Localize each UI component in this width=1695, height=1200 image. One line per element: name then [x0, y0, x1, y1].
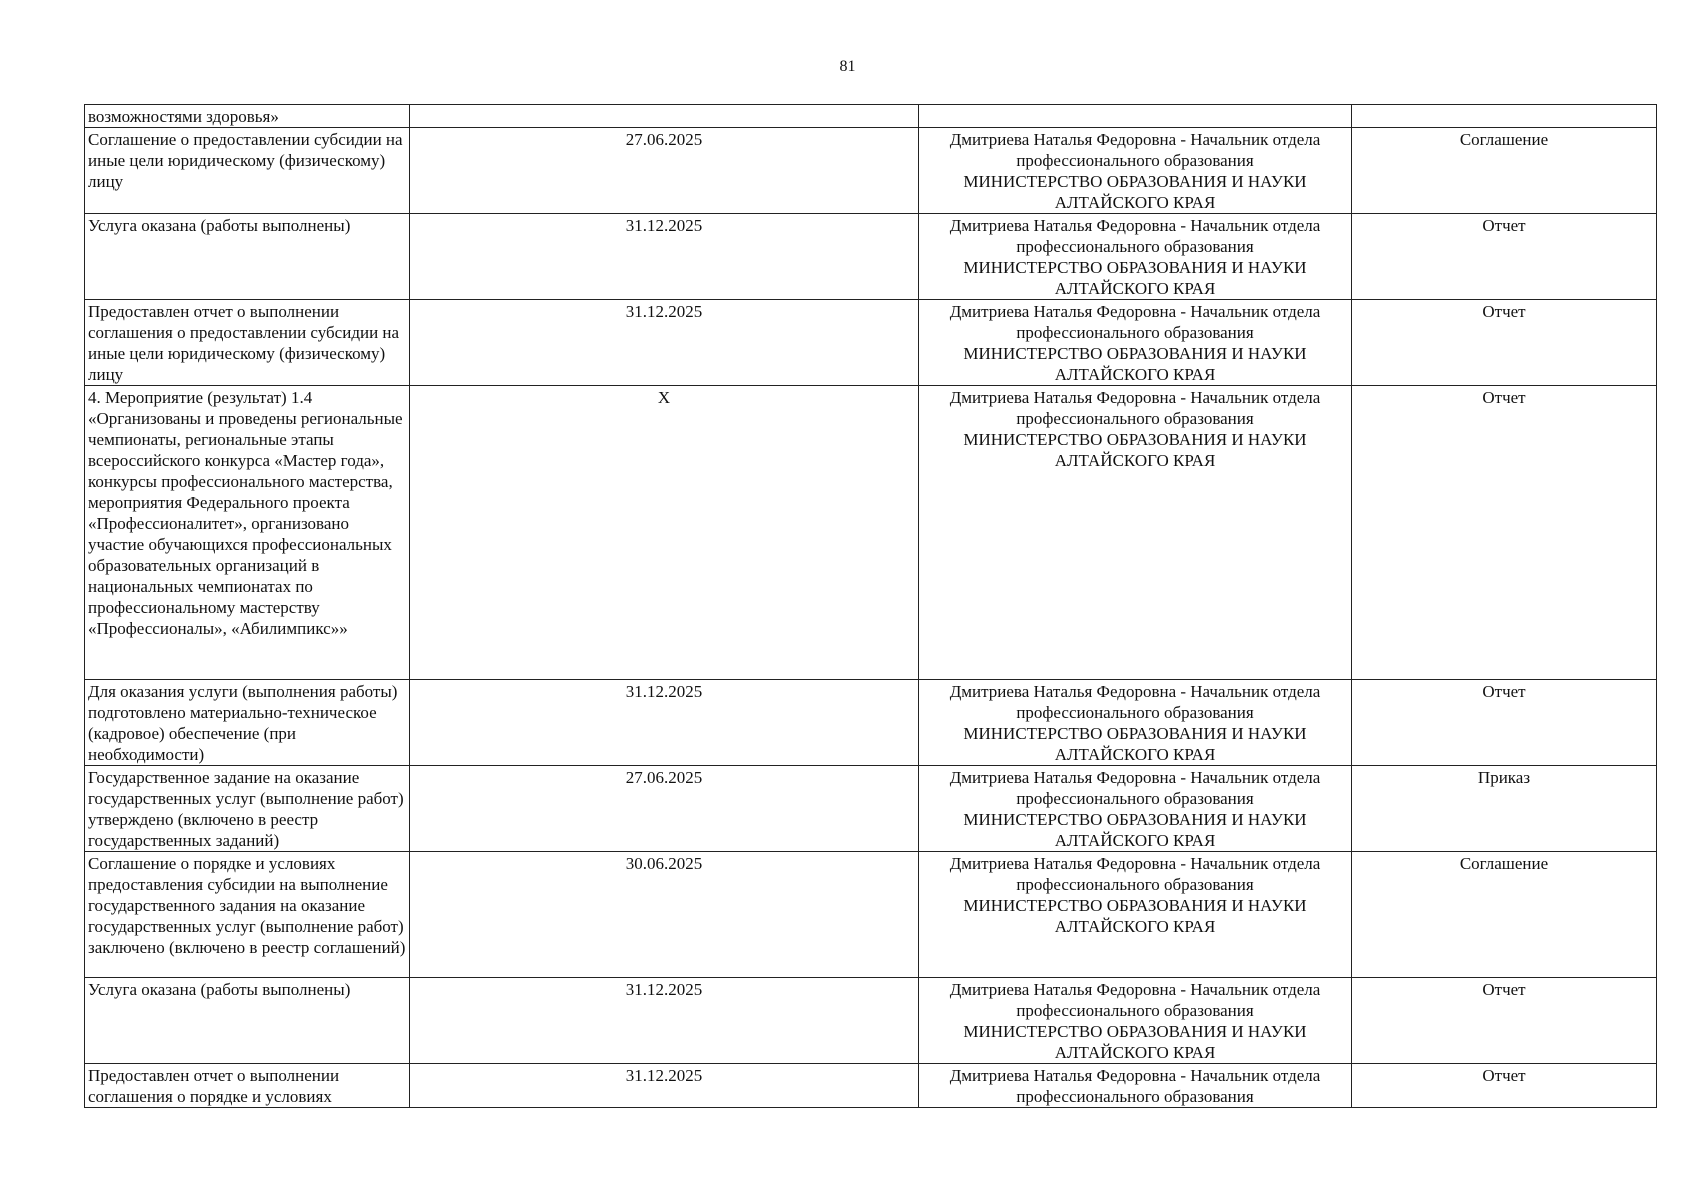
- responsible-person: Дмитриева Наталья Федоровна - Начальник отдела: [949, 854, 1321, 873]
- responsible-cell: [919, 105, 1352, 128]
- table-row: [85, 766, 1657, 852]
- table-row: [85, 386, 1657, 680]
- responsible-ministry: МИНИСТЕРСТВО ОБРАЗОВАНИЯ И НАУКИ: [963, 344, 1307, 363]
- responsible-region: АЛТАЙСКОГО КРАЯ: [1054, 831, 1216, 850]
- document-cell: Соглашение: [1352, 128, 1657, 214]
- date-cell: 27.06.2025: [410, 128, 919, 214]
- responsible-person: Дмитриева Наталья Федоровна - Начальник отдела: [949, 216, 1321, 235]
- table-row: [85, 300, 1657, 386]
- responsible-cell: [919, 128, 1352, 214]
- event-cell: 4. Мероприятие (результат) 1.4 «Организованы и проведены региональные чемпионаты, региональные этапы всероссийского конкурса «Мастер года», конкурсы профессионального мастерства, мероприятия Федерального проекта «Профессионалитет», организовано участие обучающихся профессиональных образовательных организаций в национальных чемпионатах по профессиональному мастерству «Профессионалы», «Абилимпикс»»: [85, 386, 410, 680]
- responsible-person: Дмитриева Наталья Федоровна - Начальник отдела: [949, 768, 1321, 787]
- event-cell: Услуга оказана (работы выполнены): [85, 978, 410, 1064]
- responsible-ministry: МИНИСТЕРСТВО ОБРАЗОВАНИЯ И НАУКИ: [963, 1022, 1307, 1041]
- date-cell: 31.12.2025: [410, 978, 919, 1064]
- responsible-cell: [919, 1064, 1352, 1108]
- responsible-cell: [919, 766, 1352, 852]
- responsible-person: Дмитриева Наталья Федоровна - Начальник отдела: [949, 682, 1321, 701]
- responsible-ministry: МИНИСТЕРСТВО ОБРАЗОВАНИЯ И НАУКИ: [963, 430, 1307, 449]
- responsible-department: профессионального образования: [1016, 323, 1254, 342]
- responsible-person: Дмитриева Наталья Федоровна - Начальник отдела: [949, 1066, 1321, 1085]
- responsible-region: АЛТАЙСКОГО КРАЯ: [1054, 917, 1216, 936]
- table-row: [85, 214, 1657, 300]
- responsible-department: профессионального образования: [1016, 1001, 1254, 1020]
- responsible-ministry: МИНИСТЕРСТВО ОБРАЗОВАНИЯ И НАУКИ: [963, 724, 1307, 743]
- date-cell: 27.06.2025: [410, 766, 919, 852]
- table-row: [85, 852, 1657, 978]
- document-cell: Приказ: [1352, 766, 1657, 852]
- responsible-ministry: МИНИСТЕРСТВО ОБРАЗОВАНИЯ И НАУКИ: [963, 896, 1307, 915]
- responsible-cell: [919, 680, 1352, 766]
- responsible-department: профессионального образования: [1016, 875, 1254, 894]
- date-cell: [410, 105, 919, 128]
- date-cell: 31.12.2025: [410, 300, 919, 386]
- responsible-person: Дмитриева Наталья Федоровна - Начальник отдела: [949, 980, 1321, 999]
- event-cell: Государственное задание на оказание государственных услуг (выполнение работ) утверждено (включено в реестр государственных заданий): [85, 766, 410, 852]
- responsible-department: профессионального образования: [1016, 237, 1254, 256]
- responsible-department: профессионального образования: [1016, 151, 1254, 170]
- responsible-cell: [919, 852, 1352, 978]
- table-row: [85, 1064, 1657, 1108]
- page-number: 81: [839, 58, 856, 75]
- event-cell: возможностями здоровья»: [85, 105, 410, 128]
- document-cell: Отчет: [1352, 300, 1657, 386]
- event-cell: Соглашение о предоставлении субсидии на иные цели юридическому (физическому) лицу: [85, 128, 410, 214]
- responsible-region: АЛТАЙСКОГО КРАЯ: [1054, 193, 1216, 212]
- events-table: [84, 104, 1657, 1108]
- document-cell: Отчет: [1352, 680, 1657, 766]
- document-cell: Соглашение: [1352, 852, 1657, 978]
- table-row: [85, 128, 1657, 214]
- document-cell: Отчет: [1352, 1064, 1657, 1108]
- date-cell: 31.12.2025: [410, 680, 919, 766]
- responsible-region: АЛТАЙСКОГО КРАЯ: [1054, 745, 1216, 764]
- document-cell: [1352, 105, 1657, 128]
- date-cell: 31.12.2025: [410, 214, 919, 300]
- event-cell: Предоставлен отчет о выполнении соглашения о порядке и условиях: [85, 1064, 410, 1108]
- responsible-region: АЛТАЙСКОГО КРАЯ: [1054, 279, 1216, 298]
- table-row: [85, 105, 1657, 128]
- event-cell: Услуга оказана (работы выполнены): [85, 214, 410, 300]
- document-cell: Отчет: [1352, 386, 1657, 680]
- responsible-cell: [919, 300, 1352, 386]
- document-cell: Отчет: [1352, 214, 1657, 300]
- responsible-person: Дмитриева Наталья Федоровна - Начальник отдела: [949, 388, 1321, 407]
- responsible-department: профессионального образования: [1016, 789, 1254, 808]
- responsible-region: АЛТАЙСКОГО КРАЯ: [1054, 1043, 1216, 1062]
- responsible-cell: [919, 386, 1352, 680]
- responsible-cell: [919, 214, 1352, 300]
- event-cell: Для оказания услуги (выполнения работы) подготовлено материально-техническое (кадровое) обеспечение (при необходимости): [85, 680, 410, 766]
- responsible-department: профессионального образования: [1016, 1087, 1254, 1106]
- table-row: [85, 680, 1657, 766]
- responsible-ministry: МИНИСТЕРСТВО ОБРАЗОВАНИЯ И НАУКИ: [963, 258, 1307, 277]
- date-cell: 31.12.2025: [410, 1064, 919, 1108]
- responsible-department: профессионального образования: [1016, 409, 1254, 428]
- table-row: [85, 978, 1657, 1064]
- document-cell: Отчет: [1352, 978, 1657, 1064]
- responsible-person: Дмитриева Наталья Федоровна - Начальник отдела: [949, 302, 1321, 321]
- responsible-ministry: МИНИСТЕРСТВО ОБРАЗОВАНИЯ И НАУКИ: [963, 810, 1307, 829]
- responsible-department: профессионального образования: [1016, 703, 1254, 722]
- responsible-cell: [919, 978, 1352, 1064]
- event-cell: Соглашение о порядке и условиях предоставления субсидии на выполнение государственного задания на оказание государственных услуг (выполнение работ) заключено (включено в реестр соглашений): [85, 852, 410, 978]
- responsible-ministry: МИНИСТЕРСТВО ОБРАЗОВАНИЯ И НАУКИ: [963, 172, 1307, 191]
- date-cell: 30.06.2025: [410, 852, 919, 978]
- date-cell: X: [410, 386, 919, 680]
- responsible-region: АЛТАЙСКОГО КРАЯ: [1054, 451, 1216, 470]
- responsible-region: АЛТАЙСКОГО КРАЯ: [1054, 365, 1216, 384]
- event-cell: Предоставлен отчет о выполнении соглашения о предоставлении субсидии на иные цели юридическому (физическому) лицу: [85, 300, 410, 386]
- responsible-person: Дмитриева Наталья Федоровна - Начальник отдела: [949, 130, 1321, 149]
